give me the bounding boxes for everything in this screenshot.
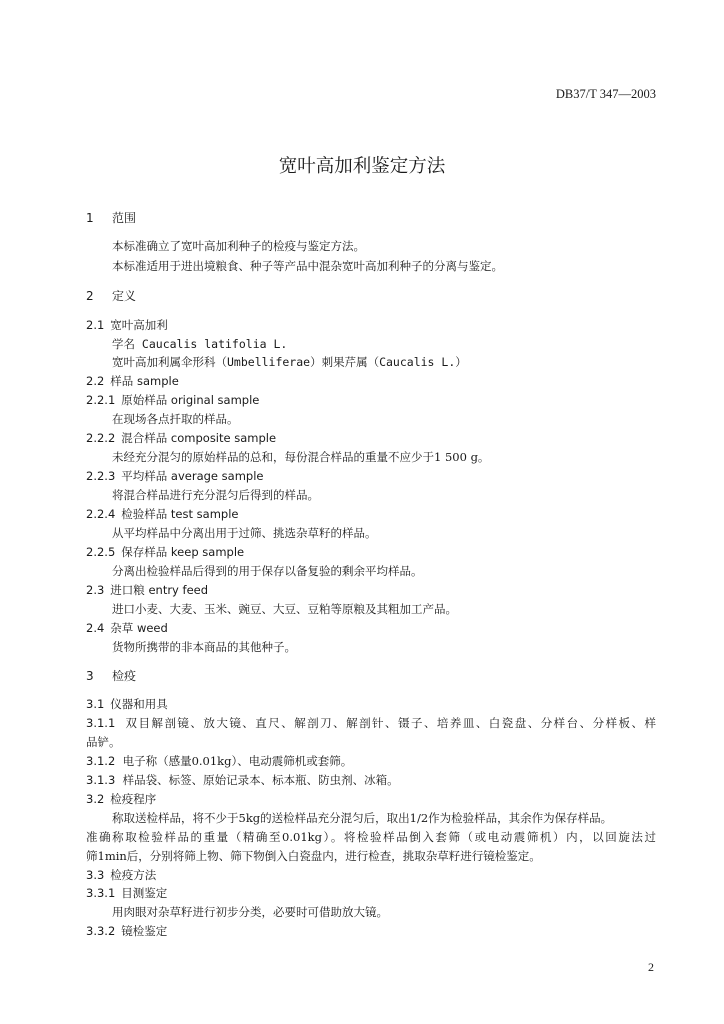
paragraph: 在现场各点扦取的样品。: [112, 412, 239, 426]
section-3-heading: [86, 669, 136, 683]
clause-3-3-heading: [86, 868, 156, 882]
clause-title: 仪器和用具: [110, 697, 168, 711]
clause-title: 混合样品 composite sample: [121, 431, 277, 445]
clause-title: 保存样品 keep sample: [121, 545, 245, 559]
paragraph: 学名 Caucalis latifolia L.: [112, 337, 288, 351]
clause-3-1-1-continuation: 品铲。: [86, 735, 121, 749]
clause-3-2-heading: [86, 792, 156, 806]
clause-2-2-heading: [86, 374, 179, 388]
clause-title: 检验样品 test sample: [121, 507, 239, 521]
clause-3-3-2-heading: [86, 924, 167, 938]
paragraph: 将混合样品进行充分混匀后得到的样品。: [112, 488, 319, 502]
clause-text: 样品袋、标签、原始记录本、标本瓶、防虫剂、冰箱。: [122, 773, 399, 787]
section-2-heading: [86, 289, 136, 303]
clause-text: 双目解剖镜、放大镜、直尺、解剖刀、解剖针、镊子、培养皿、白瓷盘、分样台、分样板、样: [125, 716, 656, 730]
section-title: 定义: [112, 289, 137, 303]
clause-title: 杂草 weed: [110, 621, 168, 635]
clause-title: 宽叶高加利: [110, 318, 168, 332]
clause-number: 2.2.4: [86, 507, 116, 521]
clause-2-2-4-heading: [86, 507, 238, 521]
document-title: 宽叶高加利鉴定方法: [278, 156, 446, 177]
clause-3-1-2-line: [86, 754, 352, 768]
clause-title: 镜检鉴定: [121, 924, 168, 938]
clause-2-2-1-heading: [86, 393, 259, 407]
clause-number: 2.2.5: [86, 545, 116, 559]
clause-number: 3.1.1: [86, 716, 116, 730]
paragraph: 货物所携带的非本商品的其他种子。: [112, 640, 296, 654]
clause-2-2-5-heading: [86, 545, 244, 559]
paragraph: 本标准确立了宽叶高加利种子的检疫与鉴定方法。: [112, 239, 365, 253]
clause-title: 检疫方法: [110, 868, 157, 882]
section-title: 检疫: [112, 669, 137, 683]
clause-number: 2.2.1: [86, 393, 116, 407]
clause-3-1-1-line: [86, 716, 656, 730]
clause-3-3-1-heading: [86, 886, 167, 900]
section-number: 3: [86, 669, 94, 683]
clause-title: 原始样品 original sample: [121, 393, 260, 407]
clause-3-1-3-line: [86, 773, 399, 787]
paragraph-line: 筛1min后，分别将筛上物、筛下物倒入白瓷盘内，进行检查，挑取杂草籽进行镜检鉴定。: [86, 849, 541, 863]
clause-number: 3.1.3: [86, 773, 116, 787]
paragraph: 本标准适用于进出境粮食、种子等产品中混杂宽叶高加利种子的分离与鉴定。: [112, 259, 503, 273]
section-number: 2: [86, 289, 94, 303]
clause-number: 3.1: [86, 697, 105, 711]
clause-text: 电子称（感量0.01kg）、电动震筛机或套筛。: [122, 754, 353, 768]
clause-2-4-heading: [86, 621, 168, 635]
paragraph-line: 称取送检样品，将不少于5kg的送检样品充分混匀后，取出1/2作为检验样品，其余作为保存样品。: [112, 811, 613, 825]
clause-2-1-heading: [86, 318, 168, 332]
paragraph-line: 准确称取检验样品的重量（精确至0.01kg）。将检验样品倒入套筛（或电动震筛机）内，以回旋法过: [86, 830, 656, 844]
clause-number: 2.3: [86, 583, 105, 597]
clause-number: 3.3.2: [86, 924, 116, 938]
paragraph: 进口小麦、大麦、玉米、豌豆、大豆、豆粕等原粮及其粗加工产品。: [112, 602, 457, 616]
clause-number: 2.1: [86, 318, 105, 332]
clause-title: 样品 sample: [110, 374, 179, 388]
clause-number: 2.2.3: [86, 469, 116, 483]
clause-number: 2.4: [86, 621, 105, 635]
clause-number: 3.2: [86, 792, 105, 806]
paragraph: 用肉眼对杂草籽进行初步分类，必要时可借助放大镜。: [112, 905, 388, 919]
paragraph: 分离出检验样品后得到的用于保存以备复验的剩余平均样品。: [112, 564, 423, 578]
section-1-heading: [86, 211, 136, 225]
clause-number: 3.3: [86, 868, 105, 882]
paragraph: 未经充分混匀的原始样品的总和，每份混合样品的重量不应少于1 500 g。: [112, 450, 490, 464]
page-number: 2: [648, 960, 654, 974]
clause-2-2-2-heading: [86, 431, 276, 445]
clause-2-2-3-heading: [86, 469, 263, 483]
section-title: 范围: [112, 211, 137, 225]
clause-number: 3.3.1: [86, 886, 116, 900]
clause-title: 目测鉴定: [121, 886, 168, 900]
paragraph: 宽叶高加利属伞形科（Umbelliferae）刺果芹属（Caucalis L.）: [112, 355, 467, 369]
clause-title: 检疫程序: [110, 792, 157, 806]
clause-number: 3.1.2: [86, 754, 116, 768]
clause-number: 2.2.2: [86, 431, 116, 445]
clause-number: 2.2: [86, 374, 105, 388]
section-number: 1: [86, 211, 94, 225]
clause-3-1-heading: [86, 697, 168, 711]
paragraph: 从平均样品中分离出用于过筛、挑选杂草籽的样品。: [112, 526, 377, 540]
clause-title: 平均样品 average sample: [121, 469, 264, 483]
clause-title: 进口粮 entry feed: [110, 583, 209, 597]
standard-code: DB37/T 347—2003: [555, 87, 656, 101]
clause-2-3-heading: [86, 583, 208, 597]
